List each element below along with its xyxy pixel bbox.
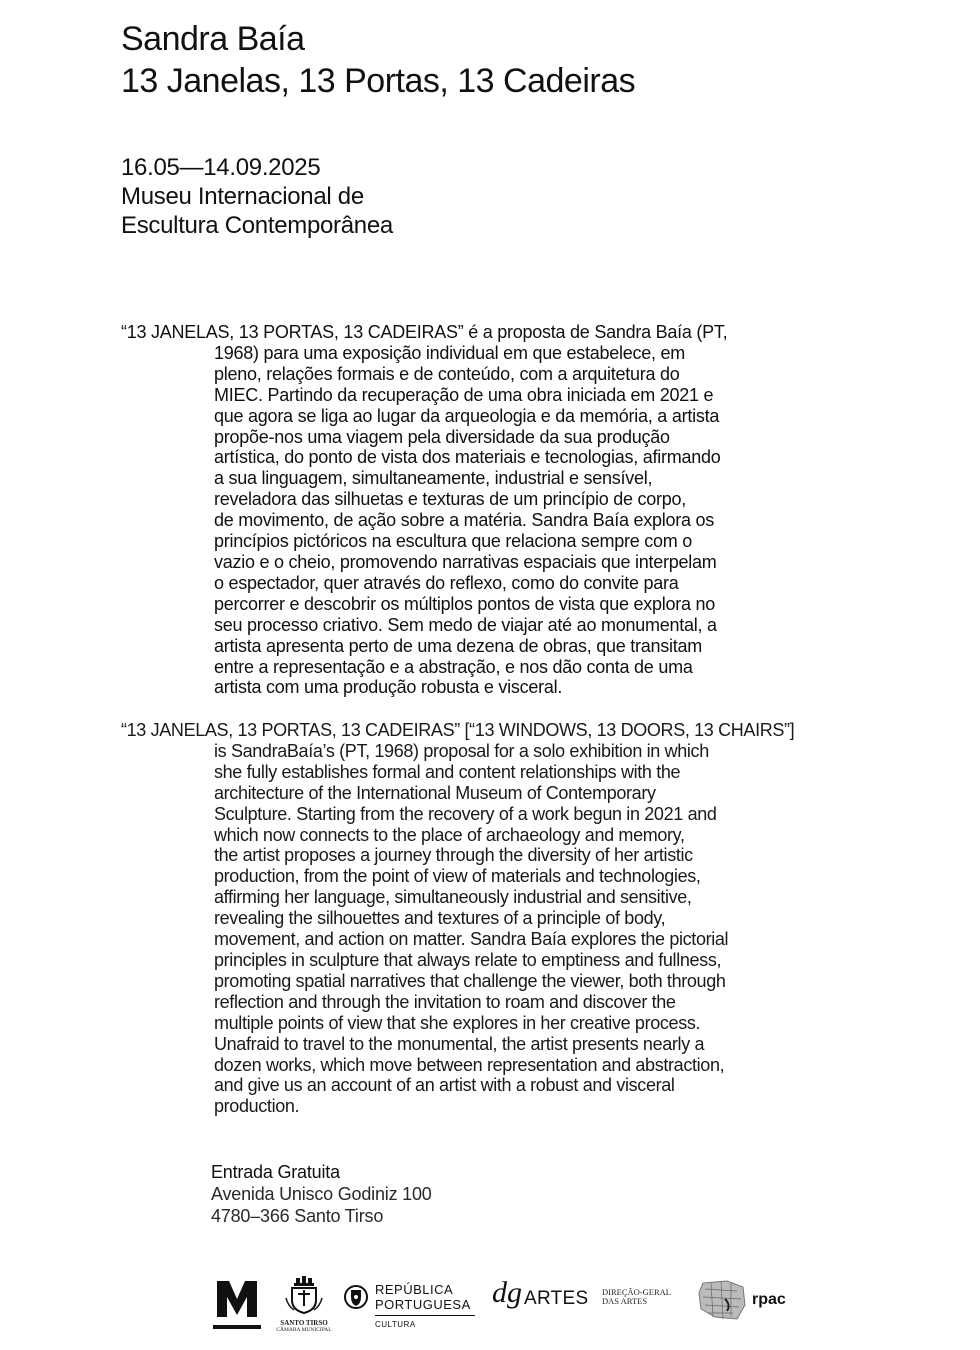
divider bbox=[375, 1315, 475, 1316]
text-line: o espectador, quer através do reflexo, como do convite para bbox=[214, 572, 679, 593]
visitor-info bbox=[211, 1161, 432, 1227]
artist-name: Sandra Baía bbox=[121, 20, 305, 58]
santo-tirso-label: SANTO TIRSO bbox=[280, 1319, 328, 1327]
republica-portuguesa-logo bbox=[343, 1280, 483, 1336]
text-line: MIEC. Partindo da recuperação de uma obra iniciada em 2021 e bbox=[214, 384, 714, 405]
das-artes-label: DAS ARTES bbox=[602, 1296, 648, 1306]
text-line: she fully establishes formal and content relationships with the bbox=[214, 761, 681, 782]
direcao-geral-label: DIREÇÃO-GERAL bbox=[602, 1287, 671, 1297]
text-line: 1968) para uma exposição individual em que estabelece, em bbox=[214, 342, 686, 363]
text-line: seu processo criativo. Sem medo de viajar até ao monumental, a bbox=[214, 614, 717, 635]
text-line: and give us an account of an artist with a robust and visceral bbox=[214, 1075, 675, 1096]
camara-municipal-label: CÂMARA MUNICIPAL bbox=[276, 1327, 332, 1333]
text-line: Unafraid to travel to the monumental, the artist presents nearly a bbox=[214, 1033, 705, 1054]
text-line: reflection and through the invitation to roam and discover the bbox=[214, 991, 676, 1012]
text-line: promoting spatial narratives that challenge the viewer, both through bbox=[214, 970, 726, 991]
republica-label: REPÚBLICA bbox=[375, 1282, 454, 1297]
text-line: movement, and action on matter. Sandra Baía explores the pictorial bbox=[214, 929, 729, 950]
text-line: Sculpture. Starting from the recovery of a work begun in 2021 and bbox=[214, 803, 717, 824]
rpac-logo bbox=[697, 1279, 802, 1325]
text-line: revealing the silhouettes and textures of a principle of body, bbox=[214, 908, 666, 929]
header bbox=[121, 18, 635, 102]
rpac-label: rpac bbox=[752, 1291, 786, 1308]
text-line: de movimento, de ação sobre a matéria. Sandra Baía explora os bbox=[214, 510, 715, 531]
map-texture-icon bbox=[697, 1279, 747, 1321]
dg-mark: dg bbox=[492, 1276, 522, 1309]
text-line: percorrer e descobrir os múltiplos pontos de vista que explora no bbox=[214, 593, 716, 614]
text-line: architecture of the International Museum of Contemporary bbox=[214, 782, 656, 803]
text-line: production. bbox=[214, 1096, 300, 1117]
text-line: “13 JANELAS, 13 PORTAS, 13 CADEIRAS” é a proposta de Sandra Baía (PT, bbox=[121, 322, 728, 342]
miec-logo bbox=[213, 1279, 261, 1331]
coat-of-arms-icon bbox=[276, 1276, 332, 1314]
text-line: production, from the point of view of materials and technologies, bbox=[214, 866, 701, 887]
venue-line-2: Escultura Contemporânea bbox=[121, 212, 393, 239]
exhibition-dates: 16.05—14.09.2025 bbox=[121, 154, 321, 181]
sponsor-logos bbox=[0, 1274, 980, 1338]
text-line: which now connects to the place of archaeology and memory, bbox=[214, 824, 685, 845]
text-line: vazio e o cheio, promovendo narrativas espaciais que interpelam bbox=[214, 551, 717, 572]
text-line: a sua linguagem, simultaneamente, industrial e sensível, bbox=[214, 468, 653, 489]
address-line-1: Avenida Unisco Godiniz 100 bbox=[211, 1184, 432, 1204]
text-line: artista apresenta perto de uma dezena de obras, que transitam bbox=[214, 635, 703, 656]
text-line: propõe-nos uma viagem pela diversidade da sua produção bbox=[214, 426, 670, 447]
exhibition-meta bbox=[121, 153, 393, 240]
text-line: affirming her language, simultaneously industrial and sensitive, bbox=[214, 887, 692, 908]
text-line: multiple points of view that she explores in her creative process. bbox=[214, 1012, 701, 1033]
entry-label: Entrada Gratuita bbox=[211, 1162, 340, 1182]
miec-m-icon bbox=[213, 1279, 261, 1331]
text-line: entre a representação e a abstração, e nos dão conta de uma bbox=[214, 656, 693, 677]
dgartes-logo bbox=[492, 1276, 682, 1320]
text-line: artista com uma produção robusta e visceral. bbox=[214, 677, 563, 698]
artes-label: ARTES bbox=[524, 1288, 589, 1309]
text-line: princípios pictóricos na escultura que relaciona sempre com o bbox=[214, 531, 692, 552]
address-line-2: 4780–366 Santo Tirso bbox=[211, 1206, 384, 1226]
text-line: que agora se liga ao lugar da arqueologia e da memória, a artista bbox=[214, 405, 720, 426]
venue-line-1: Museu Internacional de bbox=[121, 183, 364, 210]
text-line: is SandraBaía’s (PT, 1968) proposal for a solo exhibition in which bbox=[214, 740, 709, 761]
text-line: reveladora das silhuetas e texturas de um princípio de corpo, bbox=[214, 489, 687, 510]
text-line: artística, do ponto de vista dos materiais e tecnologias, afirmando bbox=[214, 447, 721, 468]
text-line: “13 JANELAS, 13 PORTAS, 13 CADEIRAS” [“13 WINDOWS, 13 DOORS, 13 CHAIRS”] bbox=[121, 720, 795, 740]
exhibition-title: 13 Janelas, 13 Portas, 13 Cadeiras bbox=[121, 62, 636, 100]
text-line: the artist proposes a journey through the diversity of her artistic bbox=[214, 845, 693, 866]
text-line: dozen works, which move between representation and abstraction, bbox=[214, 1054, 725, 1075]
description-portuguese bbox=[121, 322, 821, 698]
portuguesa-label: PORTUGUESA bbox=[375, 1297, 471, 1312]
cultura-label: CULTURA bbox=[375, 1320, 416, 1329]
description-english bbox=[121, 720, 821, 1117]
text-line: principles in sculpture that always relate to emptiness and fullness, bbox=[214, 949, 722, 970]
text-line: pleno, relações formais e de conteúdo, com a arquitetura do bbox=[214, 363, 680, 384]
armillary-sphere-icon bbox=[343, 1282, 369, 1312]
santo-tirso-logo bbox=[276, 1276, 332, 1336]
